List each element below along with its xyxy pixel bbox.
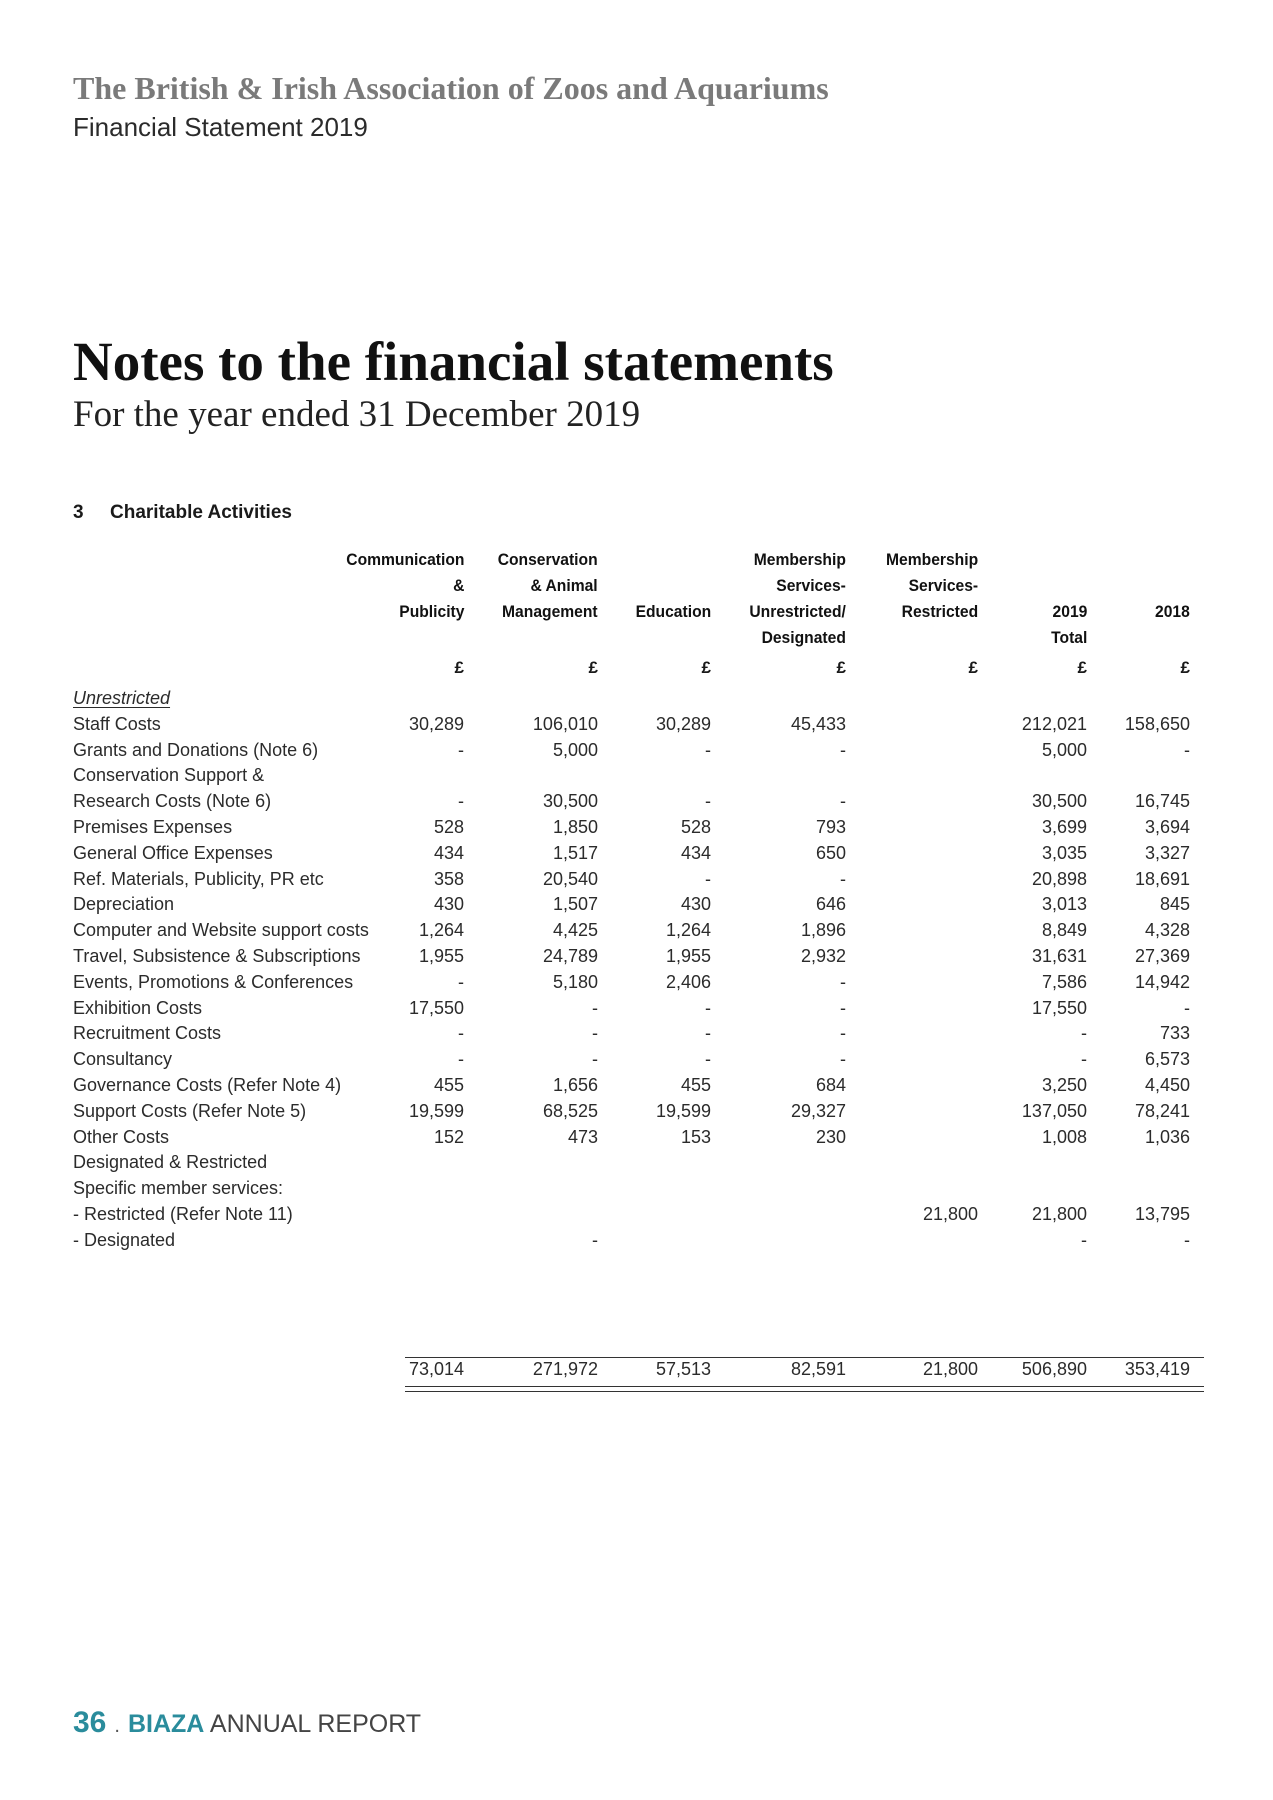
cell-value: 1,656 — [552, 1075, 598, 1095]
currency-symbol: £ — [968, 658, 978, 677]
column-header-line: 2018 — [1155, 602, 1190, 621]
cell-value: - — [840, 971, 846, 992]
cell-value: 212,021 — [1021, 713, 1087, 734]
section-heading — [73, 502, 292, 524]
cell-value: 230 — [815, 1126, 846, 1147]
cell-value: 2,932 — [800, 946, 846, 966]
column-header — [886, 547, 978, 625]
table-row — [73, 1204, 1203, 1230]
table-row — [73, 920, 1203, 946]
cell-value: 434 — [433, 842, 464, 863]
cell-value: - — [705, 868, 711, 889]
cell-value: 20,898 — [1031, 868, 1087, 889]
cell-value: - — [592, 997, 598, 1018]
cell-value: 78,241 — [1134, 1100, 1190, 1121]
cell-value: 684 — [815, 1075, 846, 1095]
column-header — [750, 547, 846, 651]
cell-value: 17,550 — [1031, 997, 1087, 1018]
table-row — [73, 1178, 1203, 1204]
cell-value: 30,500 — [542, 791, 598, 812]
cell-value: - — [705, 791, 711, 812]
table-row — [73, 1075, 1203, 1101]
cell-value: 3,699 — [1041, 817, 1087, 837]
cell-value: - — [840, 1049, 846, 1070]
table-row — [73, 946, 1203, 972]
row-label: Consultancy — [73, 1049, 173, 1070]
row-label: Designated & Restricted — [73, 1152, 268, 1173]
cell-value: 137,050 — [1021, 1100, 1087, 1121]
column-header-line: Total — [1050, 628, 1087, 647]
column-header-line: 2019 — [1052, 602, 1087, 621]
section-number: 3 — [73, 502, 84, 523]
column-header-line — [1155, 547, 1190, 573]
row-label: - Designated — [73, 1229, 176, 1250]
row-label: Exhibition Costs — [73, 997, 203, 1018]
cell-value: - — [705, 739, 711, 760]
table-row — [73, 1152, 1203, 1178]
row-label: Staff Costs — [73, 713, 161, 734]
column-header-line — [635, 573, 711, 599]
currency-symbol: £ — [836, 658, 846, 677]
cell-value: 1,896 — [800, 920, 846, 941]
column-header-line: Membership — [885, 550, 978, 569]
footer-separator: . — [114, 1715, 120, 1737]
row-label: Governance Costs (Refer Note 4) — [73, 1075, 342, 1095]
column-header-line: Unrestricted/ — [749, 602, 846, 621]
cell-value: - — [592, 1229, 598, 1250]
cell-value: - — [458, 1023, 464, 1044]
cell-value: 20,540 — [542, 868, 598, 889]
cell-value: 5,000 — [552, 739, 598, 760]
total-value: 271,972 — [532, 1359, 598, 1379]
table-row — [73, 1127, 1203, 1153]
row-label: Research Costs (Note 6) — [73, 791, 272, 812]
cell-value: 430 — [680, 894, 711, 915]
table-row — [73, 740, 1203, 766]
column-header-line: Designated — [761, 628, 846, 647]
cell-value: 1,264 — [665, 920, 711, 941]
totals-row — [73, 1359, 1203, 1385]
cell-value: - — [1081, 1229, 1087, 1250]
cell-value: - — [840, 739, 846, 760]
cell-value: 18,691 — [1134, 868, 1190, 889]
cell-value: 4,425 — [552, 920, 598, 941]
cell-value: 733 — [1159, 1023, 1190, 1044]
cell-value: 793 — [815, 817, 846, 837]
currency-symbol: £ — [454, 658, 464, 677]
page-number: 36 — [73, 1706, 107, 1739]
cell-value: - — [840, 791, 846, 812]
cell-value: 30,289 — [408, 713, 464, 734]
cell-value: 19,599 — [655, 1100, 711, 1121]
cell-value: 21,800 — [922, 1204, 978, 1224]
cell-value: - — [458, 1049, 464, 1070]
table-row — [73, 765, 1203, 791]
cell-value: 21,800 — [1031, 1204, 1087, 1224]
cell-value: 152 — [433, 1126, 464, 1147]
totals-rule-top — [405, 1357, 1204, 1358]
row-label: Ref. Materials, Publicity, PR etc — [73, 868, 324, 889]
cell-value: 13,795 — [1134, 1204, 1190, 1224]
cell-value: 646 — [815, 894, 846, 915]
cell-value: 434 — [680, 842, 711, 863]
row-label: Depreciation — [73, 894, 175, 915]
cell-value: 528 — [680, 817, 711, 837]
column-header-line: Conservation — [498, 550, 598, 569]
page-footer — [73, 1706, 421, 1740]
cell-value: 455 — [433, 1075, 464, 1095]
cell-value: 358 — [433, 868, 464, 889]
row-label: Grants and Donations (Note 6) — [73, 739, 319, 760]
cell-value: - — [458, 971, 464, 992]
cell-value: 45,433 — [790, 713, 846, 734]
cell-value: 29,327 — [790, 1100, 846, 1121]
cell-value: 68,525 — [542, 1100, 598, 1121]
total-value: 21,800 — [922, 1359, 978, 1379]
cell-value: 24,789 — [542, 946, 598, 966]
page-subtitle: For the year ended 31 December 2019 — [73, 394, 641, 435]
cell-value: - — [1081, 1049, 1087, 1070]
cell-value: 650 — [815, 842, 846, 863]
cell-value: 455 — [680, 1075, 711, 1095]
table-row — [73, 843, 1203, 869]
cell-value: 30,289 — [655, 713, 711, 734]
cell-value: 27,369 — [1134, 946, 1190, 966]
row-label: - Restricted (Refer Note 11) — [73, 1204, 293, 1224]
table-row — [73, 791, 1203, 817]
column-header-line — [1155, 573, 1190, 599]
cell-value: 3,250 — [1041, 1075, 1087, 1095]
totals-double-rule-upper — [405, 1386, 1204, 1387]
cell-value: - — [705, 1049, 711, 1070]
cell-value: - — [705, 997, 711, 1018]
cell-value: 1,507 — [552, 894, 598, 915]
row-label: Travel, Subsistence & Subscriptions — [73, 946, 361, 966]
column-header-line: Management — [502, 602, 598, 621]
row-label: Conservation Support & — [73, 765, 265, 786]
total-value: 73,014 — [408, 1359, 464, 1379]
table-row — [73, 869, 1203, 895]
cell-value: 153 — [680, 1126, 711, 1147]
currency-symbol: £ — [588, 658, 598, 677]
table-row — [73, 1023, 1203, 1049]
column-header-line: Services- — [776, 576, 846, 595]
cell-value: - — [1184, 1229, 1190, 1250]
cell-value: - — [840, 1023, 846, 1044]
row-label: Unrestricted — [73, 688, 171, 708]
cell-value: 17,550 — [408, 997, 464, 1018]
table-row — [73, 1049, 1203, 1075]
footer-brand: BIAZA — [127, 1710, 205, 1738]
cell-value: 430 — [433, 894, 464, 915]
column-header-line — [1051, 573, 1087, 599]
column-header-line — [635, 547, 711, 573]
column-header-line: Services- — [908, 576, 978, 595]
cell-value: - — [1081, 1023, 1087, 1044]
cell-value: 31,631 — [1031, 946, 1087, 966]
cell-value: 3,013 — [1041, 894, 1087, 915]
column-header-line — [1051, 547, 1087, 573]
table-row — [73, 688, 1203, 714]
column-header — [1155, 547, 1190, 625]
cell-value: 1,850 — [552, 817, 598, 837]
table-row — [73, 998, 1203, 1024]
row-label: Other Costs — [73, 1126, 170, 1147]
cell-value: - — [592, 1023, 598, 1044]
cell-value: 3,694 — [1144, 817, 1190, 837]
cell-value: - — [1184, 739, 1190, 760]
cell-value: 1,955 — [418, 946, 464, 966]
cell-value: 7,586 — [1041, 971, 1087, 992]
cell-value: 4,450 — [1144, 1075, 1190, 1095]
organisation-name: The British & Irish Association of Zoos and Aquariums — [73, 70, 829, 106]
column-header — [635, 547, 711, 625]
cell-value: 1,036 — [1144, 1126, 1190, 1147]
currency-symbol: £ — [701, 658, 711, 677]
total-value: 353,419 — [1124, 1359, 1190, 1379]
totals-double-rule-lower — [405, 1391, 1204, 1392]
cell-value: 1,008 — [1041, 1126, 1087, 1147]
cell-value: 845 — [1159, 894, 1190, 915]
column-header — [1051, 547, 1087, 651]
total-value: 82,591 — [790, 1359, 846, 1379]
cell-value: - — [458, 791, 464, 812]
column-header — [346, 547, 464, 625]
cell-value: 30,500 — [1031, 791, 1087, 812]
column-header-line: & Animal — [530, 576, 598, 595]
row-label: Recruitment Costs — [73, 1023, 222, 1044]
page-title: Notes to the financial statements — [73, 331, 834, 392]
table-row — [73, 972, 1203, 998]
cell-value: 4,328 — [1144, 920, 1190, 941]
cell-value: - — [840, 997, 846, 1018]
table-row — [73, 714, 1203, 740]
row-label: Support Costs (Refer Note 5) — [73, 1100, 307, 1121]
column-header-line: Publicity — [398, 602, 464, 621]
cell-value: 3,327 — [1144, 842, 1190, 863]
cell-value: 528 — [433, 817, 464, 837]
row-label: Events, Promotions & Conferences — [73, 971, 354, 992]
table-row — [73, 1230, 1203, 1256]
row-label: Premises Expenses — [73, 817, 233, 837]
table-row — [73, 817, 1203, 843]
statement-subtitle: Financial Statement 2019 — [73, 112, 368, 142]
cell-value: 5,000 — [1041, 739, 1087, 760]
cell-value: 3,035 — [1041, 842, 1087, 863]
cell-value: - — [840, 868, 846, 889]
column-header-line: Communication — [345, 550, 464, 569]
cell-value: - — [592, 1049, 598, 1070]
cell-value: 1,955 — [665, 946, 711, 966]
row-label: Specific member services: — [73, 1178, 284, 1199]
table-row — [73, 894, 1203, 920]
currency-symbol: £ — [1180, 658, 1190, 677]
column-header — [498, 547, 598, 625]
footer-text: ANNUAL REPORT — [209, 1710, 422, 1738]
column-header-line: & — [452, 576, 464, 595]
cell-value: 14,942 — [1134, 971, 1190, 992]
total-value: 57,513 — [655, 1359, 711, 1379]
cell-value: 2,406 — [665, 971, 711, 992]
column-header-line: Membership — [753, 550, 846, 569]
cell-value: - — [705, 1023, 711, 1044]
cell-value: 106,010 — [532, 713, 598, 734]
cell-value: 6,573 — [1144, 1049, 1190, 1070]
column-header-line: Restricted — [901, 602, 978, 621]
currency-symbol: £ — [1077, 658, 1087, 677]
table-row — [73, 1101, 1203, 1127]
section-label: Charitable Activities — [110, 502, 292, 523]
cell-value: 1,517 — [552, 842, 598, 863]
cell-value: - — [458, 739, 464, 760]
cell-value: 158,650 — [1124, 713, 1190, 734]
cell-value: - — [1184, 997, 1190, 1018]
column-header-line: Education — [635, 602, 711, 621]
row-label: Computer and Website support costs — [73, 920, 369, 941]
total-value: 506,890 — [1021, 1359, 1087, 1379]
cell-value: 19,599 — [408, 1100, 464, 1121]
cell-value: 8,849 — [1041, 920, 1087, 941]
cell-value: 1,264 — [418, 920, 464, 941]
cell-value: 16,745 — [1134, 791, 1190, 812]
row-label: General Office Expenses — [73, 842, 273, 863]
cell-value: 473 — [567, 1126, 598, 1147]
cell-value: 5,180 — [552, 971, 598, 992]
